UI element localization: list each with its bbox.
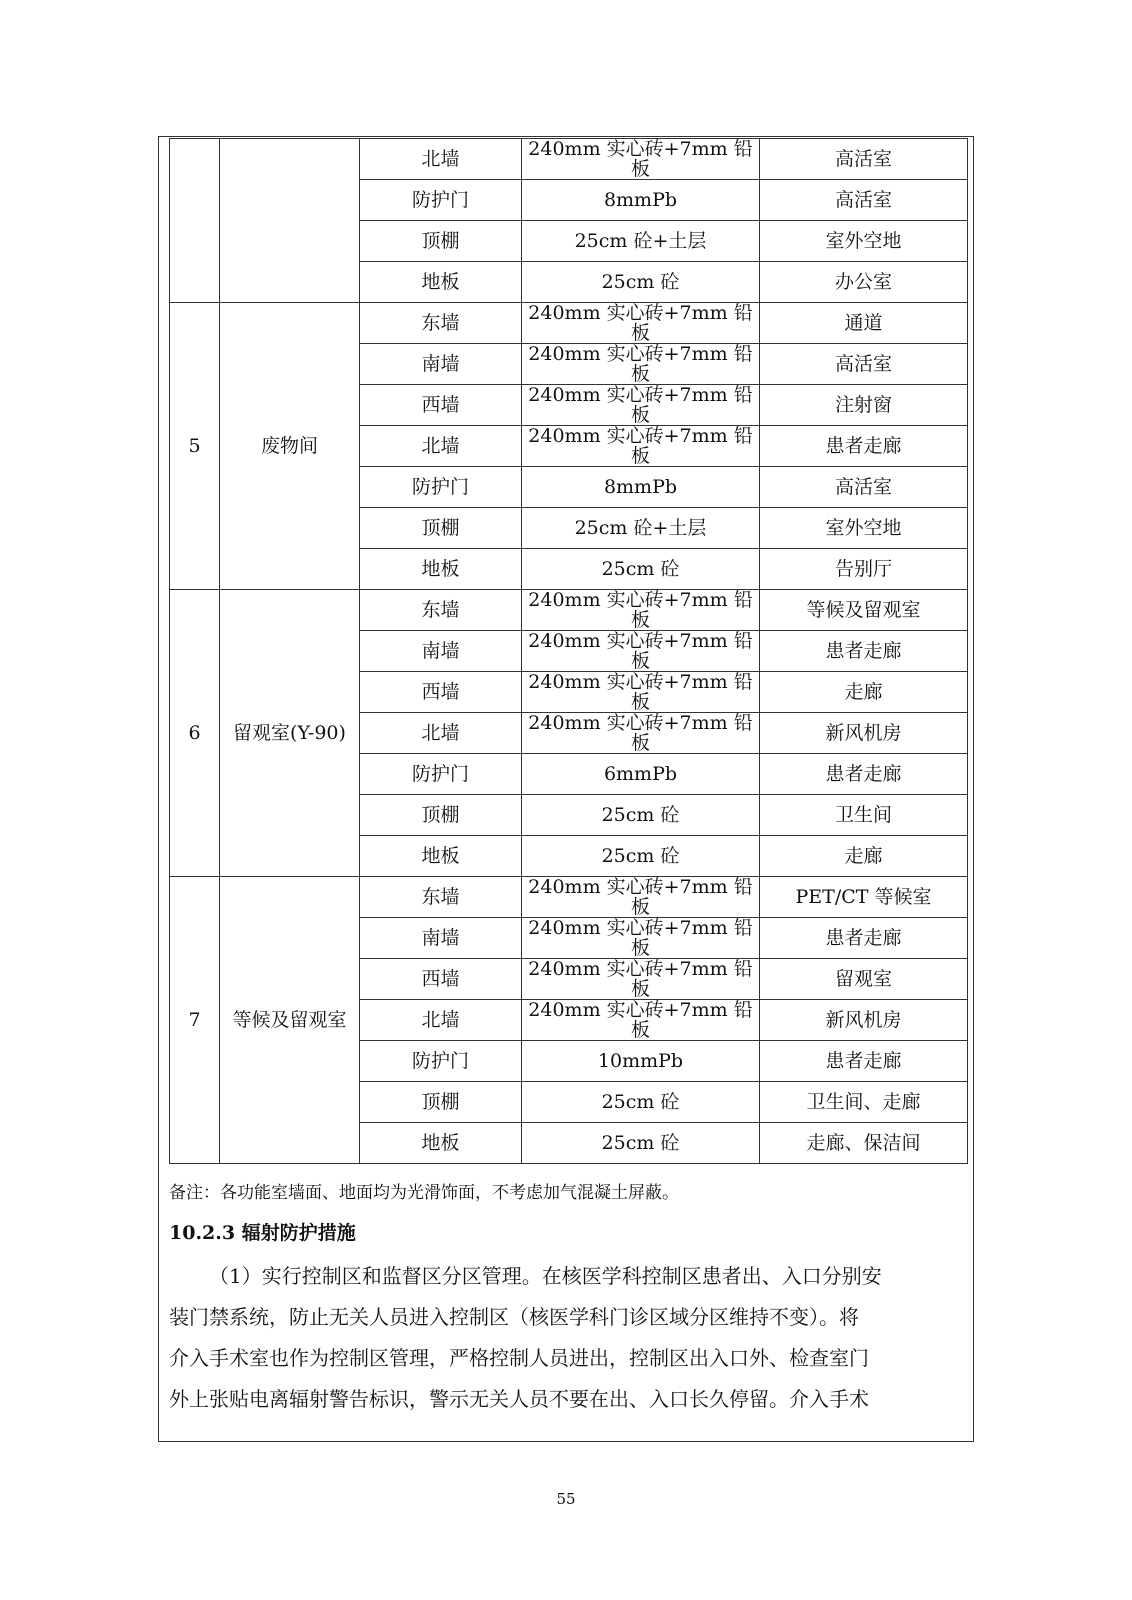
- room-cell: 留观室(Y-90): [220, 590, 360, 877]
- shielding-cell: 25cm 砼: [522, 1123, 760, 1164]
- shielding-table: [169, 138, 968, 1164]
- part-cell: 东墙: [360, 877, 522, 918]
- shielding-cell: 240mm 实心砖+7mm 铅板: [522, 631, 760, 672]
- adjacent-cell: 通道: [760, 303, 968, 344]
- part-cell: 地板: [360, 262, 522, 303]
- adjacent-cell: 卫生间: [760, 795, 968, 836]
- shielding-cell: 240mm 实心砖+7mm 铅板: [522, 713, 760, 754]
- room-cell: [220, 139, 360, 303]
- shielding-cell: 240mm 实心砖+7mm 铅板: [522, 959, 760, 1000]
- adjacent-cell: 患者走廊: [760, 1041, 968, 1082]
- page-number: 55: [556, 1490, 576, 1508]
- paragraph-line: 介入手术室也作为控制区管理，严格控制人员进出，控制区出入口外、检查室门: [169, 1346, 869, 1370]
- adjacent-cell: 患者走廊: [760, 426, 968, 467]
- shielding-cell: 240mm 实心砖+7mm 铅板: [522, 426, 760, 467]
- shielding-cell: 8mmPb: [522, 180, 760, 221]
- adjacent-cell: 走廊: [760, 836, 968, 877]
- paragraph-line: 装门禁系统，防止无关人员进入控制区（核医学科门诊区域分区维持不变）。将: [169, 1305, 859, 1329]
- shielding-cell: 25cm 砼+土层: [522, 508, 760, 549]
- table-row: [170, 303, 968, 344]
- part-cell: 北墙: [360, 713, 522, 754]
- adjacent-cell: 卫生间、走廊: [760, 1082, 968, 1123]
- part-cell: 西墙: [360, 672, 522, 713]
- part-cell: 北墙: [360, 1000, 522, 1041]
- part-cell: 北墙: [360, 139, 522, 180]
- table-row: [170, 590, 968, 631]
- part-cell: 防护门: [360, 180, 522, 221]
- shielding-cell: 25cm 砼: [522, 1082, 760, 1123]
- shielding-cell: 240mm 实心砖+7mm 铅板: [522, 385, 760, 426]
- adjacent-cell: 患者走廊: [760, 631, 968, 672]
- adjacent-cell: 注射窗: [760, 385, 968, 426]
- adjacent-cell: 告别厅: [760, 549, 968, 590]
- adjacent-cell: 走廊、保洁间: [760, 1123, 968, 1164]
- section-heading: 10.2.3 辐射防护措施: [169, 1222, 356, 1244]
- part-cell: 防护门: [360, 1041, 522, 1082]
- part-cell: 地板: [360, 1123, 522, 1164]
- shielding-cell: 25cm 砼: [522, 795, 760, 836]
- adjacent-cell: 患者走廊: [760, 918, 968, 959]
- part-cell: 东墙: [360, 590, 522, 631]
- room-cell: 等候及留观室: [220, 877, 360, 1164]
- part-cell: 地板: [360, 836, 522, 877]
- shielding-cell: 6mmPb: [522, 754, 760, 795]
- part-cell: 顶棚: [360, 508, 522, 549]
- adjacent-cell: 留观室: [760, 959, 968, 1000]
- part-cell: 北墙: [360, 426, 522, 467]
- part-cell: 防护门: [360, 467, 522, 508]
- adjacent-cell: 办公室: [760, 262, 968, 303]
- part-cell: 防护门: [360, 754, 522, 795]
- adjacent-cell: 走廊: [760, 672, 968, 713]
- adjacent-cell: PET/CT 等候室: [760, 877, 968, 918]
- adjacent-cell: 室外空地: [760, 508, 968, 549]
- part-cell: 西墙: [360, 385, 522, 426]
- adjacent-cell: 高活室: [760, 344, 968, 385]
- adjacent-cell: 新风机房: [760, 1000, 968, 1041]
- shielding-cell: 240mm 实心砖+7mm 铅板: [522, 303, 760, 344]
- no-cell: 7: [170, 877, 220, 1164]
- table-row: [170, 877, 968, 918]
- shielding-cell: 240mm 实心砖+7mm 铅板: [522, 918, 760, 959]
- paragraph-line: 外上张贴电离辐射警告标识，警示无关人员不要在出、入口长久停留。介入手术: [169, 1387, 869, 1411]
- paragraph-line: （1）实行控制区和监督区分区管理。在核医学科控制区患者出、入口分别安: [209, 1264, 882, 1288]
- shielding-cell: 240mm 实心砖+7mm 铅板: [522, 1000, 760, 1041]
- adjacent-cell: 高活室: [760, 180, 968, 221]
- shielding-cell: 240mm 实心砖+7mm 铅板: [522, 590, 760, 631]
- part-cell: 南墙: [360, 631, 522, 672]
- shielding-cell: 25cm 砼: [522, 262, 760, 303]
- adjacent-cell: 新风机房: [760, 713, 968, 754]
- adjacent-cell: 高活室: [760, 467, 968, 508]
- shielding-cell: 8mmPb: [522, 467, 760, 508]
- adjacent-cell: 室外空地: [760, 221, 968, 262]
- shielding-cell: 240mm 实心砖+7mm 铅板: [522, 877, 760, 918]
- body-paragraph: [169, 1256, 965, 1420]
- part-cell: 南墙: [360, 344, 522, 385]
- part-cell: 地板: [360, 549, 522, 590]
- shielding-cell: 240mm 实心砖+7mm 铅板: [522, 139, 760, 180]
- room-cell: 废物间: [220, 303, 360, 590]
- shielding-cell: 240mm 实心砖+7mm 铅板: [522, 672, 760, 713]
- part-cell: 东墙: [360, 303, 522, 344]
- table-note: 备注：各功能室墙面、地面均为光滑饰面，不考虑加气混凝土屏蔽。: [169, 1183, 679, 1203]
- adjacent-cell: 高活室: [760, 139, 968, 180]
- part-cell: 顶棚: [360, 221, 522, 262]
- shielding-cell: 25cm 砼: [522, 549, 760, 590]
- adjacent-cell: 等候及留观室: [760, 590, 968, 631]
- part-cell: 南墙: [360, 918, 522, 959]
- shielding-cell: 25cm 砼: [522, 836, 760, 877]
- no-cell: [170, 139, 220, 303]
- shielding-cell: 25cm 砼+土层: [522, 221, 760, 262]
- no-cell: 6: [170, 590, 220, 877]
- shielding-cell: 10mmPb: [522, 1041, 760, 1082]
- part-cell: 顶棚: [360, 795, 522, 836]
- part-cell: 西墙: [360, 959, 522, 1000]
- no-cell: 5: [170, 303, 220, 590]
- shielding-cell: 240mm 实心砖+7mm 铅板: [522, 344, 760, 385]
- adjacent-cell: 患者走廊: [760, 754, 968, 795]
- table-row: [170, 139, 968, 180]
- part-cell: 顶棚: [360, 1082, 522, 1123]
